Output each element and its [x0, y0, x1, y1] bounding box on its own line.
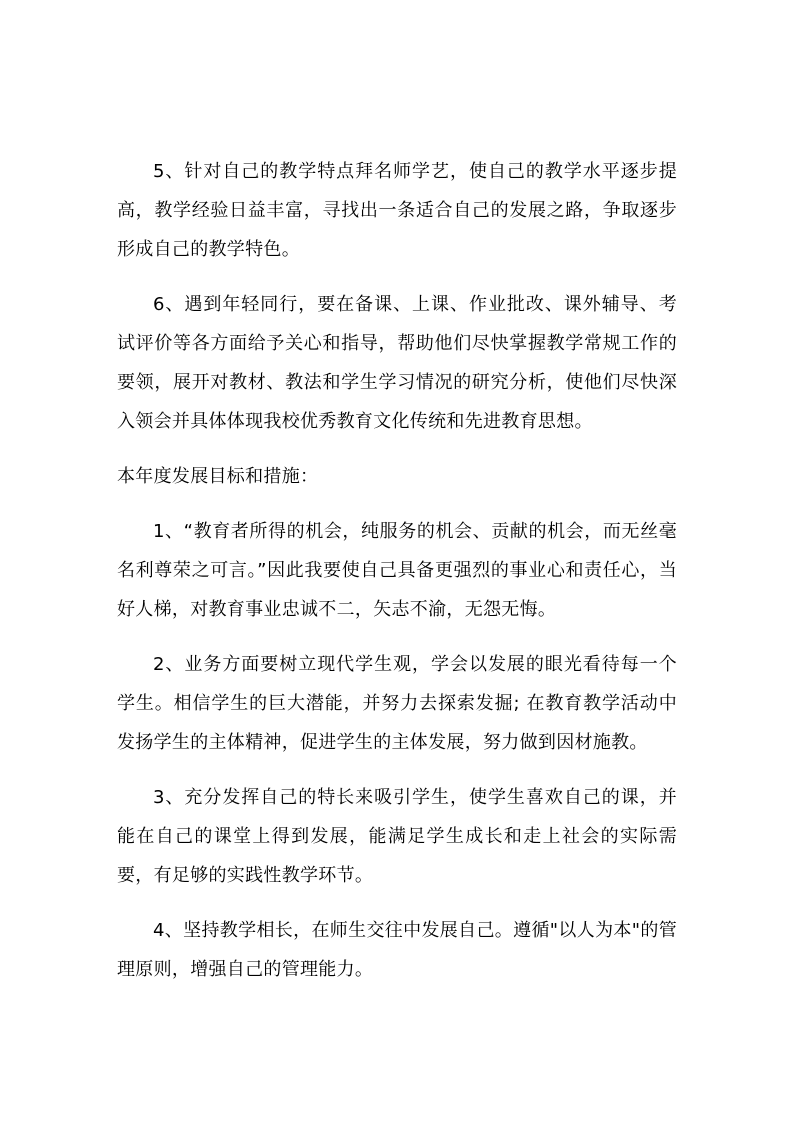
paragraph-goal-1: 1、“教育者所得的机会，纯服务的机会、贡献的机会，而无丝毫名利尊荣之可言。”因此我要使自己具备更强烈的事业心和责任心，当好人梯，对教育事业忠诚不二，矢志不渝，无怨无悔。: [117, 521, 677, 620]
paragraph-item-5: 5、针对自己的教学特点拜名师学艺，使自己的教学水平逐步提高，教学经验日益丰富，寻找出一条适合自己的发展之路，争取逐步形成自己的教学特色。: [117, 161, 677, 260]
section-heading: 本年度发展目标和措施：: [117, 466, 319, 487]
document-body: [117, 152, 677, 989]
paragraph-item-6: 6、遇到年轻同行，要在备课、上课、作业批改、课外辅导、考试评价等各方面给予关心和指导，帮助他们尽快掌握教学常规工作的要领，展开对教材、教法和学生学习情况的研究分析，使他们尽快深入领会并具体体现我校优秀教育文化传统和先进教育思想。: [117, 294, 677, 432]
paragraph-goal-4: 4、坚持教学相长，在师生交往中发展自己。遵循"以人为本"的管理原则，增强自己的管理能力。: [117, 920, 677, 980]
paragraph-goal-3: 3、充分发挥自己的特长来吸引学生，使学生喜欢自己的课，并能在自己的课堂上得到发展，能满足学生成长和走上社会的实际需要，有足够的实践性教学环节。: [117, 787, 677, 886]
paragraph-goal-2: 2、业务方面要树立现代学生观，学会以发展的眼光看待每一个学生。相信学生的巨大潜能，并努力去探索发掘; 在教育教学活动中发扬学生的主体精神，促进学生的主体发展，努力做到因材施教。: [117, 654, 677, 753]
